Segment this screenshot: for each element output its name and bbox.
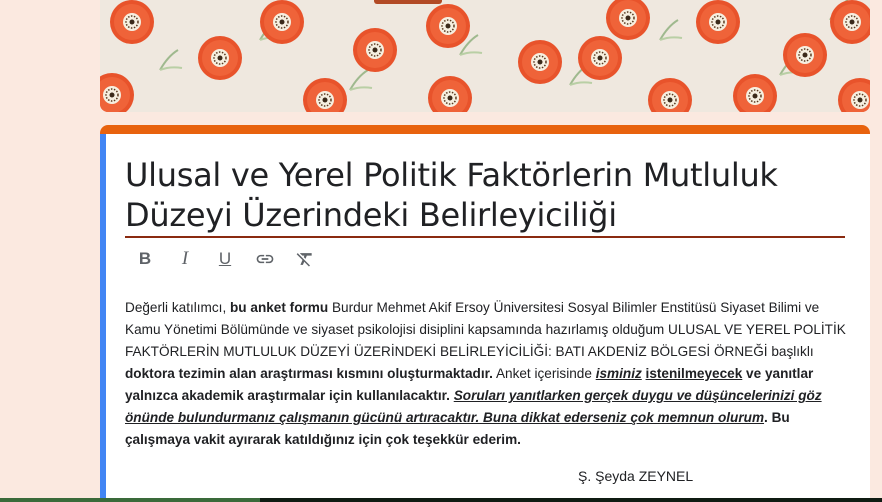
bold-button[interactable]: B bbox=[138, 249, 152, 268]
desc-bold-italic-underline: Soruları yanıtlarken gerçek duygu ve düşüncelerinizi göz önünde bulundurmanız çalışmanın gücünü artıracaktır. Buna dikkat ederseniz çok memnun olurum bbox=[125, 388, 822, 425]
format-clear-icon bbox=[295, 249, 315, 269]
format-toolbar bbox=[133, 246, 317, 272]
link-icon bbox=[255, 249, 275, 269]
form-title[interactable]: Ulusal ve Yerel Politik Faktörlerin Mutluluk Düzeyi Üzerindeki Belirleyiciliği bbox=[125, 156, 778, 234]
top-tab-indicator bbox=[374, 0, 442, 4]
title-underline bbox=[125, 236, 845, 238]
underline-button[interactable]: U bbox=[218, 249, 232, 268]
desc-bold: . Bu çalışmaya vakit ayırarak katıldığınız için çok teşekkür ederim. bbox=[125, 410, 790, 447]
link-button[interactable] bbox=[253, 247, 277, 271]
desc-bold: doktora tezimin alan araştırması kısmını oluşturmaktadır. bbox=[125, 366, 493, 381]
desc-text: Anket içerisinde bbox=[492, 366, 596, 381]
card-focus-bar bbox=[100, 134, 106, 502]
desc-bold-underline: istenilmeyecek bbox=[645, 366, 743, 381]
desc-bold-italic-underline: isminiz bbox=[595, 366, 642, 381]
bottom-strip bbox=[0, 498, 882, 502]
form-description[interactable] bbox=[125, 297, 847, 451]
desc-bold: bu anket formu bbox=[230, 300, 329, 315]
header-banner-image bbox=[100, 0, 870, 112]
bottom-strip-highlight bbox=[0, 498, 260, 502]
desc-text: Burdur Mehmet Akif Ersoy Üniversitesi Sosyal Bilimler Enstitüsü Siyaset Bilimi ve Kamu Yönetimi Bölümünde ve siyaset psikolojisi disiplini kapsamında hazırlamış olduğum ULUSAL VE YEREL POLİTİK FAKTÖRLERİN MUTLULUK DÜZEYİ ÜZERİNDEKİ BELİRLEYİCİLİĞİ: BATI AKDENİZ BÖLGESİ ÖRNEĞİ başlıklı bbox=[125, 300, 846, 359]
desc-text: Değerli katılımcı, bbox=[125, 300, 230, 315]
clear-format-button[interactable] bbox=[293, 247, 317, 271]
desc-bold: ve yanıtlar yalnızca akademik araştırmalar için kullanılacaktır. bbox=[125, 366, 814, 403]
card-accent-bar bbox=[100, 125, 870, 134]
signature: Ş. Şeyda ZEYNEL bbox=[578, 468, 694, 484]
form-title-card[interactable] bbox=[100, 125, 870, 502]
italic-button[interactable]: I bbox=[181, 248, 189, 269]
